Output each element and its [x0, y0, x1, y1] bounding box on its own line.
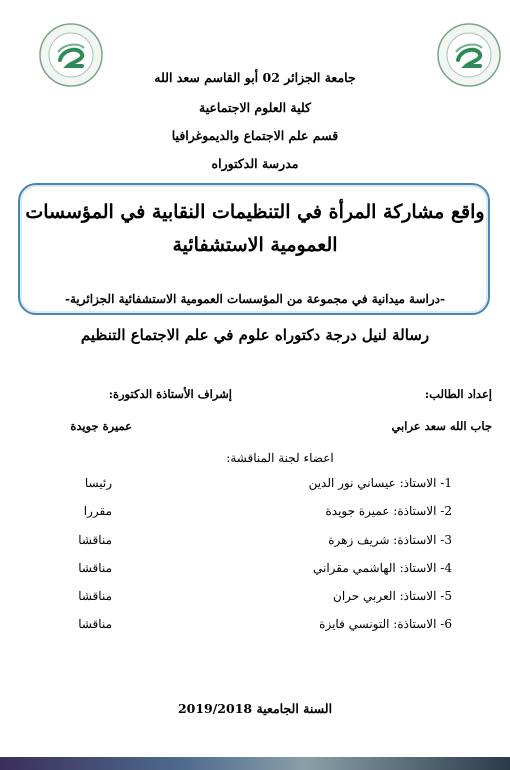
committee-member-role: مناقشا [78, 561, 112, 575]
committee-member-role: مقررا [83, 504, 112, 518]
prepared-by-label: إعداد الطالب: [424, 387, 492, 401]
footer-decoration [0, 757, 510, 770]
department-name: قسم علم الاجتماع والديموغرافيا [171, 128, 339, 143]
student-name: جاب الله سعد عرابي [391, 419, 492, 433]
committee-member-role: رئيسا [84, 476, 112, 490]
thesis-subtitle: -دراسة ميدانية في مجموعة من المؤسسات العمومية الاستشفائية الجزائرية- [65, 292, 445, 306]
committee-member-name: 5- الاستاذ: العربي حران [333, 589, 452, 603]
doctoral-school: مدرسة الدكتوراه [211, 156, 299, 171]
academic-year: السنة الجامعية 2019/2018 [177, 701, 333, 716]
committee-member-name: 1- الاستاذ: عيساني نور الدين [308, 476, 452, 490]
committee-member-name: 6- الاستاذة: التونسي فايزة [319, 617, 452, 631]
committee-member-role: مناقشا [78, 533, 112, 547]
supervisor-label: إشراف الأستاذة الدكتورة: [108, 387, 232, 401]
committee-member-role: مناقشا [78, 617, 112, 631]
faculty-name: كلية العلوم الاجتماعية [199, 100, 311, 115]
committee-member-name: 3- الاستاذة: شريف زهرة [328, 533, 452, 547]
committee-member-role: مناقشا [78, 589, 112, 603]
thesis-title: واقع مشاركة المرأة في التنظيمات النقابية في المؤسسات العمومية الاستشفائية [25, 201, 485, 256]
degree-statement: رسالة لنيل درجة دكتوراه علوم في علم الاجتماع التنظيم [80, 326, 430, 344]
committee-title: اعضاء لجنة المناقشة: [226, 451, 334, 465]
supervisor-name: عميرة جويدة [70, 419, 132, 433]
committee-member-name: 2- الاستاذة: عميرة جويدة [325, 504, 452, 518]
committee-member-name: 4- الاستاذ: الهاشمي مقراني [312, 561, 452, 575]
university-name: جامعة الجزائر 02 أبو القاسم سعد الله [154, 70, 356, 85]
